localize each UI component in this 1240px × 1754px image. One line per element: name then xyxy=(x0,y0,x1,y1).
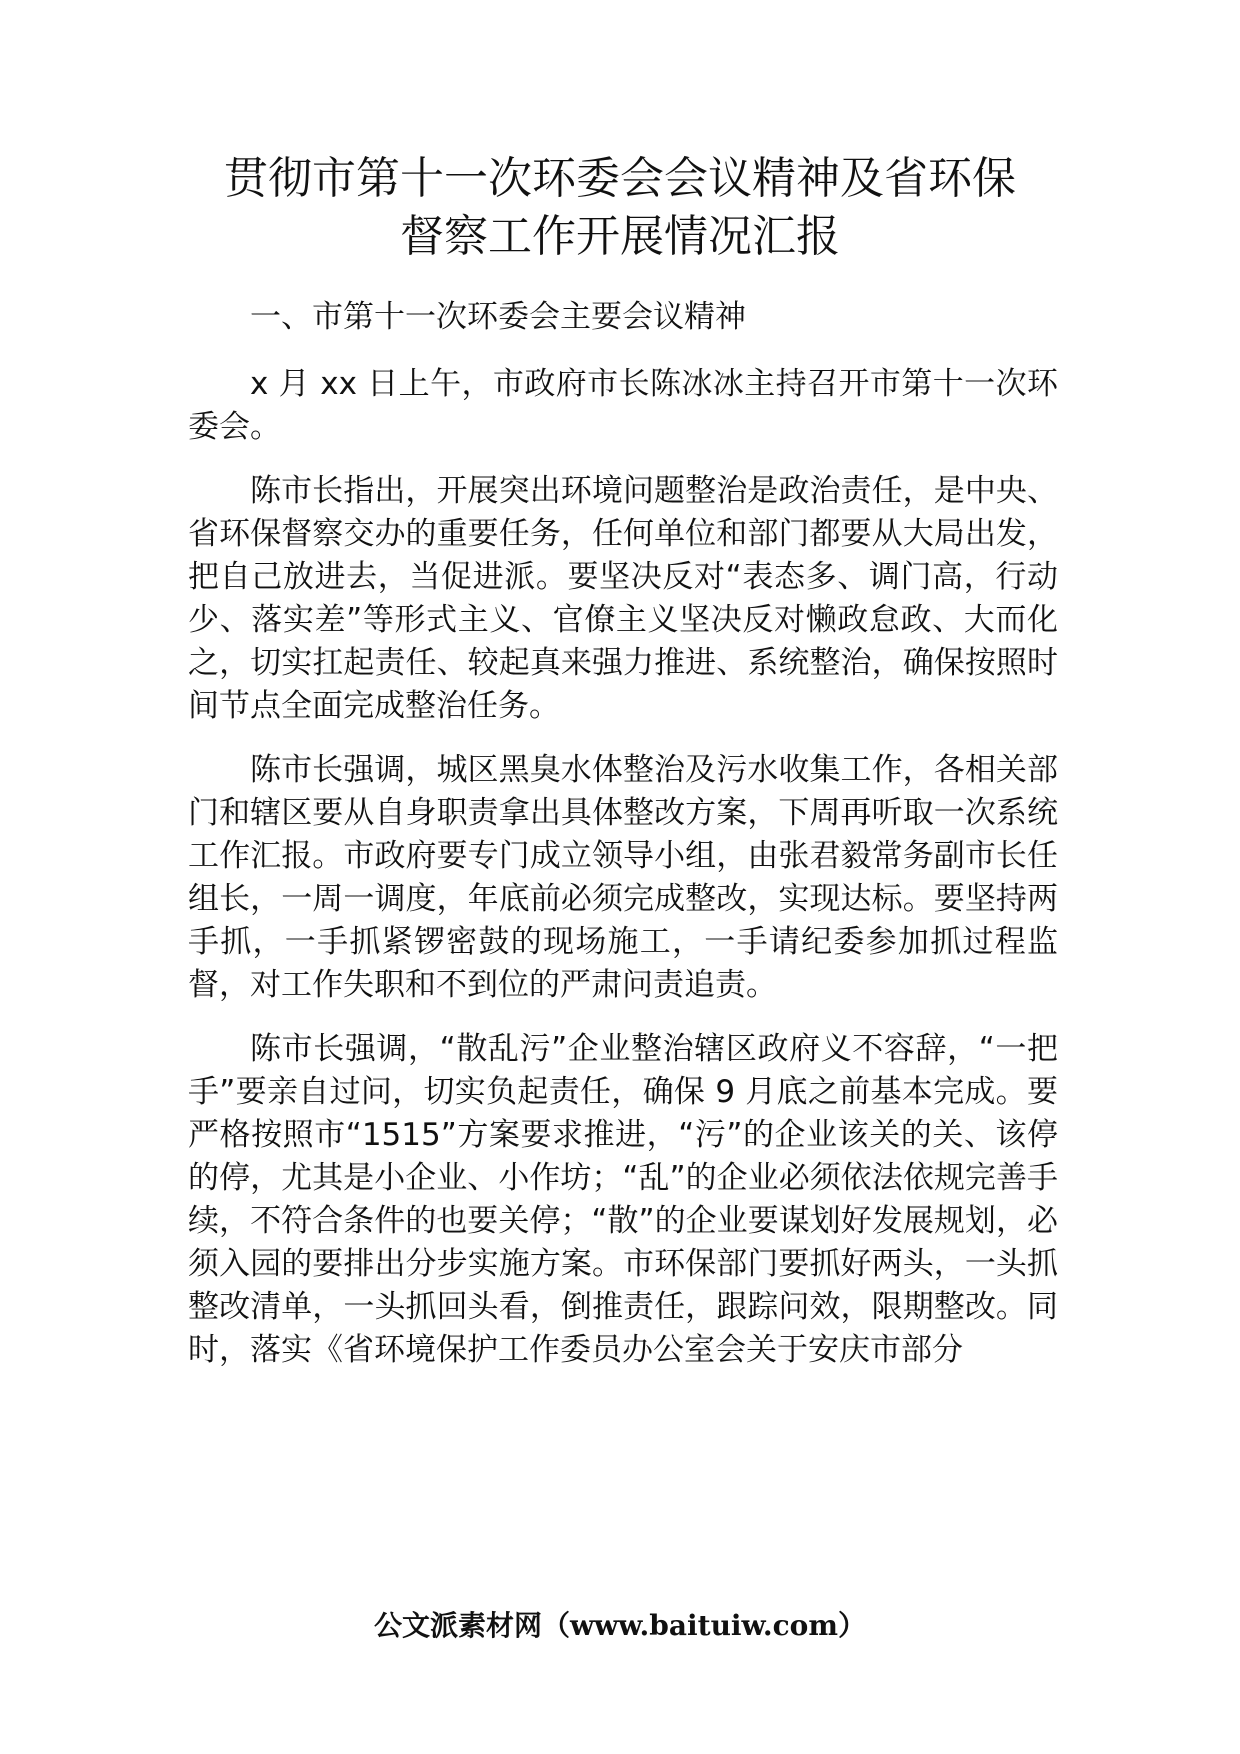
section-heading: 一、市第十一次环委会主要会议精神 xyxy=(250,299,746,335)
document-title xyxy=(150,150,1090,266)
paragraph-3: 陈市长强调，城区黑臭水体整治及污水收集工作，各相关部门和辖区要从自身职责拿出具体整改方案，下周再听取一次系统工作汇报。市政府要专门成立领导小组，由张君毅常务副市长任组长，一周一调度，年底前必须完成整改，实现达标。要坚持两手抓，一手抓紧锣密鼓的现场施工，一手请纪委参加抓过程监督，对工作失职和不到位的严肃问责追责。 xyxy=(188,752,1058,1003)
paragraph-1: x 月 xx 日上午，市政府市长陈冰冰主持召开市第十一次环委会。 xyxy=(188,366,1058,445)
title-line-1: 贯彻市第十一次环委会会议精神及省环保 xyxy=(224,153,1016,204)
title-line-2: 督察工作开展情况汇报 xyxy=(400,211,840,262)
paragraph-4: 陈市长强调，“散乱污”企业整治辖区政府义不容辞，“一把手”要亲自过问，切实负起责任，确保 9 月底之前基本完成。要严格按照市“1515”方案要求推进，“污”的企业该关的关、该停的停，尤其是小企业、小作坊；“乱”的企业必须依法依规完善手续，不符合条件的也要关停；“散”的企业要谋划好发展规划，必须入园的要排出分步实施方案。市环保部门要抓好两头，一头抓整改清单，一头抓回头看，倒推责任，跟踪问效，限期整改。同时，落实《省环境保护工作委员办公室会关于安庆市部分 xyxy=(188,1031,1058,1368)
paragraph-2: 陈市长指出，开展突出环境问题整治是政治责任，是中央、省环保督察交办的重要任务，任何单位和部门都要从大局出发，把自己放进去，当促进派。要坚决反对“表态多、调门高，行动少、落实差”等形式主义、官僚主义坚决反对懒政怠政、大而化之，切实扛起责任、较起真来强力推进、系统整治，确保按照时间节点全面完成整治任务。 xyxy=(188,473,1058,724)
footer-watermark: 公文派素材网（www.baituiw.com） xyxy=(374,1609,866,1642)
document-body xyxy=(188,296,1058,1393)
